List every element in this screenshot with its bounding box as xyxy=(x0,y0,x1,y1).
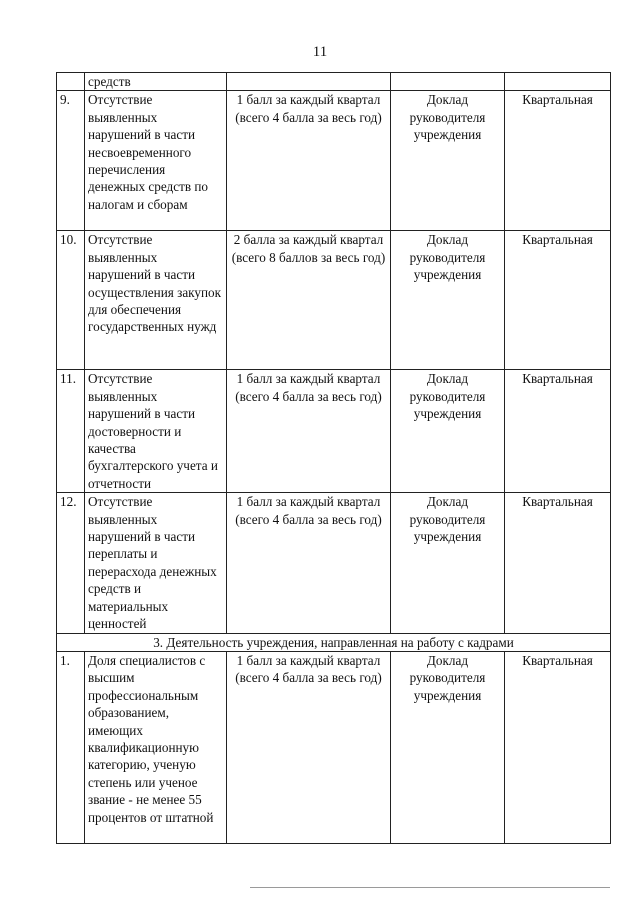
row-number: 12. xyxy=(57,493,85,633)
table-row xyxy=(57,231,611,370)
row-number: 11. xyxy=(57,370,85,493)
period-cell: Квартальная xyxy=(505,91,611,231)
table-row xyxy=(57,91,611,231)
criteria-table xyxy=(56,72,611,844)
points-cell: 1 балл за каждый квартал (всего 4 балла за весь год) xyxy=(227,370,391,493)
section-title: 3. Деятельность учреждения, направленная на работу с кадрами xyxy=(57,633,611,651)
table-row xyxy=(57,370,611,493)
source-cell: Доклад руководителя учреждения xyxy=(391,231,505,370)
bottom-divider xyxy=(250,887,610,888)
criterion-cell: Отсутствие выявленных нарушений в части несвоевременного перечисления денежных средств по налогам и сборам xyxy=(85,91,227,231)
criterion-cell: Отсутствие выявленных нарушений в части осуществления закупок для обеспечения государственных нужд xyxy=(85,231,227,370)
period-cell: Квартальная xyxy=(505,493,611,633)
period-cell: Квартальная xyxy=(505,370,611,493)
points-cell: 1 балл за каждый квартал (всего 4 балла за весь год) xyxy=(227,493,391,633)
source-cell: Доклад руководителя учреждения xyxy=(391,493,505,633)
row-number: 9. xyxy=(57,91,85,231)
points-cell: 1 балл за каждый квартал (всего 4 балла за весь год) xyxy=(227,91,391,231)
section-row xyxy=(57,633,611,651)
period-cell: Квартальная xyxy=(505,651,611,843)
period-cell: Квартальная xyxy=(505,231,611,370)
source-cell: Доклад руководителя учреждения xyxy=(391,370,505,493)
row-number: 10. xyxy=(57,231,85,370)
points-cell: 1 балл за каждый квартал (всего 4 балла за весь год) xyxy=(227,651,391,843)
table-row xyxy=(57,493,611,633)
period-cell xyxy=(505,73,611,91)
page-number: 11 xyxy=(312,44,328,60)
table-row xyxy=(57,651,611,843)
points-cell xyxy=(227,73,391,91)
points-cell: 2 балла за каждый квартал (всего 8 баллов за весь год) xyxy=(227,231,391,370)
row-number xyxy=(57,73,85,91)
table-row xyxy=(57,73,611,91)
criterion-cell: средств xyxy=(85,73,227,91)
criterion-cell: Отсутствие выявленных нарушений в части достоверности и качества бухгалтерского учета и отчетности xyxy=(85,370,227,493)
criterion-cell: Доля специалистов с высшим профессиональным образованием, имеющих квалификационную категорию, ученую степень или ученое звание - не менее 55 процентов от штатной xyxy=(85,651,227,843)
source-cell: Доклад руководителя учреждения xyxy=(391,91,505,231)
source-cell xyxy=(391,73,505,91)
criterion-cell: Отсутствие выявленных нарушений в части переплаты и перерасхода денежных средств и материальных ценностей xyxy=(85,493,227,633)
row-number: 1. xyxy=(57,651,85,843)
source-cell: Доклад руководителя учреждения xyxy=(391,651,505,843)
